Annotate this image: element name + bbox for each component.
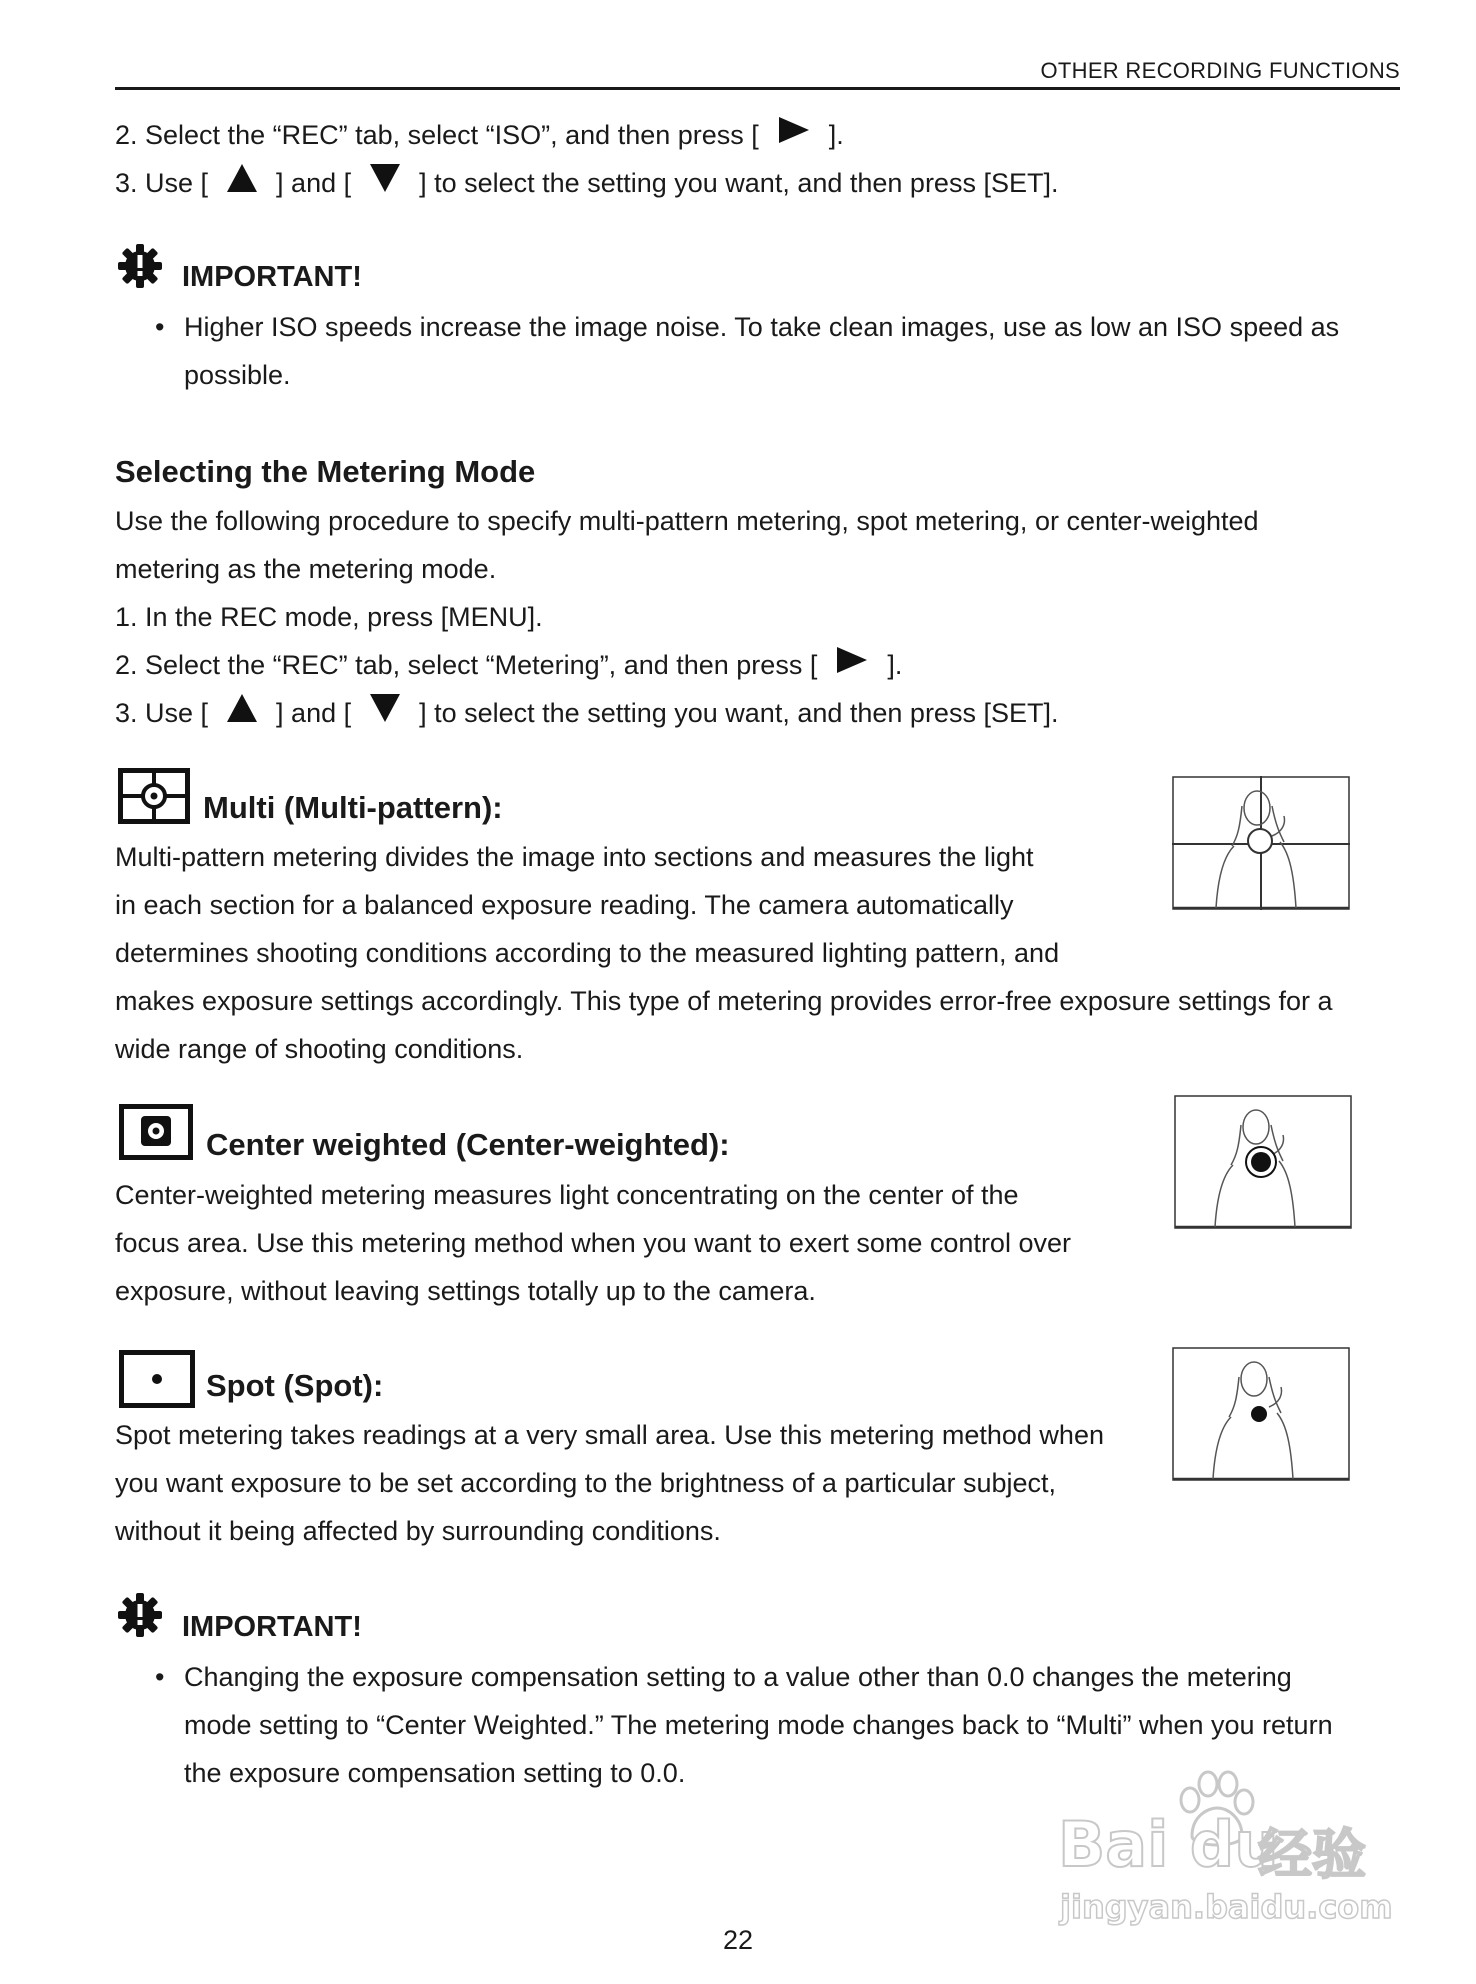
spot-metering-icon bbox=[119, 1350, 195, 1413]
watermark-brand: Bai du bbox=[1058, 1808, 1279, 1881]
bullet-marker: • bbox=[155, 1662, 165, 1692]
paragraph-line: makes exposure settings accordingly. This type of metering provides error-free exposure settings for a bbox=[115, 986, 1333, 1016]
important-title: IMPORTANT! bbox=[182, 1611, 362, 1643]
metering-step-2-end: ]. bbox=[887, 650, 903, 681]
bullet-marker: • bbox=[155, 312, 165, 342]
iso-step-2 bbox=[115, 118, 844, 156]
down-arrow-icon bbox=[369, 163, 401, 201]
metering-step-3 bbox=[115, 696, 1058, 734]
paragraph-line: Multi-pattern metering divides the image into sections and measures the light bbox=[115, 842, 1034, 872]
iso-step-2-text: 2. Select the “REC” tab, select “ISO”, and then press [ bbox=[115, 120, 759, 151]
iso-step-3-text-a: 3. Use [ bbox=[115, 168, 209, 199]
metering-step-2-text: 2. Select the “REC” tab, select “Metering”, and then press [ bbox=[115, 650, 818, 681]
up-arrow-icon bbox=[226, 163, 258, 201]
center-weighted-title: Center weighted (Center-weighted): bbox=[206, 1127, 730, 1162]
paragraph-line: determines shooting conditions according to the measured lighting pattern, and bbox=[115, 938, 1060, 968]
multi-illustration bbox=[1172, 776, 1350, 917]
important-text-line: the exposure compensation setting to 0.0. bbox=[184, 1758, 686, 1788]
paragraph-line: wide range of shooting conditions. bbox=[115, 1034, 524, 1064]
important-gear-icon bbox=[117, 1592, 163, 1643]
down-arrow-icon bbox=[369, 693, 401, 731]
spot-title: Spot (Spot): bbox=[206, 1368, 384, 1403]
metering-step-3-text-b: ] and [ bbox=[276, 698, 352, 729]
important-gear-icon bbox=[117, 243, 163, 294]
paragraph-line: Spot metering takes readings at a very small area. Use this metering method when bbox=[115, 1420, 1104, 1450]
paragraph-line: you want exposure to be set according to the brightness of a particular subject, bbox=[115, 1468, 1057, 1498]
right-arrow-icon bbox=[777, 115, 811, 153]
metering-step-3-text-a: 3. Use [ bbox=[115, 698, 209, 729]
important-title: IMPORTANT! bbox=[182, 261, 362, 293]
paragraph-line: exposure, without leaving settings totally up to the camera. bbox=[115, 1276, 816, 1306]
paragraph-line: Use the following procedure to specify multi-pattern metering, spot metering, or center-weighted bbox=[115, 506, 1259, 536]
important-text-line: possible. bbox=[184, 360, 291, 390]
spot-illustration bbox=[1172, 1347, 1350, 1488]
multi-metering-icon bbox=[118, 768, 190, 829]
important-text-line: Changing the exposure compensation setting to a value other than 0.0 changes the metering bbox=[184, 1662, 1292, 1692]
iso-step-2-end: ]. bbox=[828, 120, 844, 151]
paragraph-line: without it being affected by surrounding conditions. bbox=[115, 1516, 721, 1546]
page-number: 22 bbox=[722, 1925, 754, 1955]
iso-step-3-text-c: ] to select the setting you want, and then press [SET]. bbox=[419, 168, 1059, 199]
important-text-line: Higher ISO speeds increase the image noise. To take clean images, use as low an ISO speed as bbox=[184, 312, 1340, 342]
paragraph-line: Center-weighted metering measures light concentrating on the center of the bbox=[115, 1180, 1019, 1210]
iso-step-3 bbox=[115, 166, 1058, 204]
running-header: OTHER RECORDING FUNCTIONS bbox=[1040, 58, 1400, 83]
up-arrow-icon bbox=[226, 693, 258, 731]
paragraph-line: in each section for a balanced exposure reading. The camera automatically bbox=[115, 890, 1014, 920]
center-weighted-illustration bbox=[1174, 1095, 1352, 1236]
important-text-line: mode setting to “Center Weighted.” The metering mode changes back to “Multi” when you return bbox=[184, 1710, 1333, 1740]
right-arrow-icon bbox=[835, 645, 869, 683]
multi-title: Multi (Multi-pattern): bbox=[203, 790, 503, 825]
paragraph-line: focus area. Use this metering method when you want to exert some control over bbox=[115, 1228, 1071, 1258]
section-title: Selecting the Metering Mode bbox=[115, 454, 536, 489]
metering-step-3-text-c: ] to select the setting you want, and then press [SET]. bbox=[419, 698, 1059, 729]
metering-step-1: 1. In the REC mode, press [MENU]. bbox=[115, 602, 543, 632]
center-weighted-icon bbox=[119, 1104, 193, 1165]
watermark-cn: 经验 bbox=[1258, 1823, 1366, 1886]
paragraph-line: metering as the metering mode. bbox=[115, 554, 497, 584]
header-rule bbox=[115, 87, 1400, 90]
iso-step-3-text-b: ] and [ bbox=[276, 168, 352, 199]
metering-step-2 bbox=[115, 648, 902, 686]
watermark-url: jingyan.baidu.com bbox=[1060, 1888, 1393, 1926]
